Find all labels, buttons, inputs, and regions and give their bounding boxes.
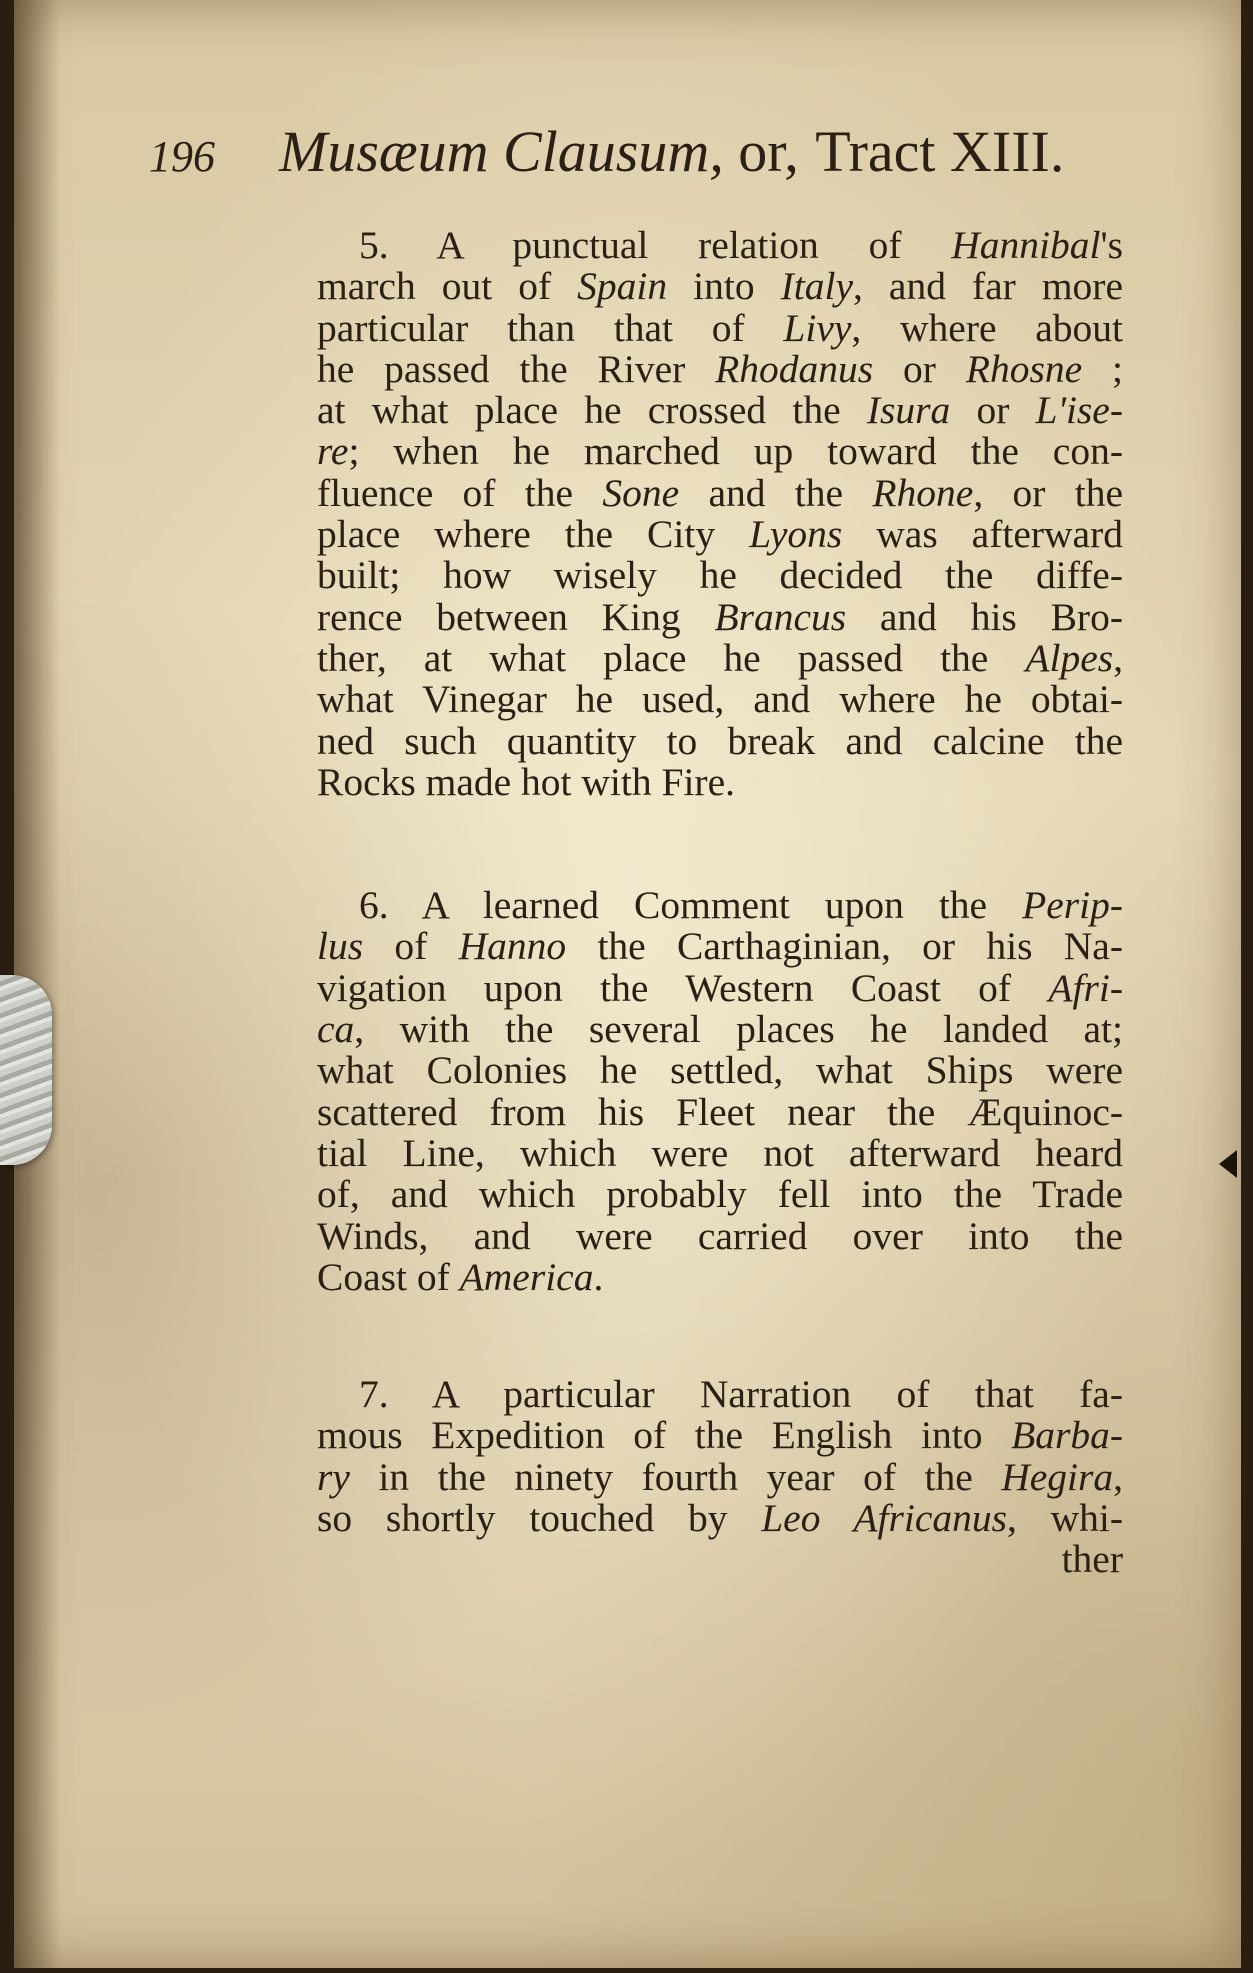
paragraph-7 xyxy=(317,1374,1123,1539)
text-line xyxy=(317,1498,1123,1539)
text-line xyxy=(317,555,1123,596)
text-line xyxy=(317,1415,1123,1456)
text-line xyxy=(317,514,1123,555)
text-run: the Carthaginian, or his Na- xyxy=(566,924,1123,969)
text-line xyxy=(317,1213,1123,1258)
paragraph-gap xyxy=(317,803,1123,885)
text-run: what Vinegar he used, and where he obtai- xyxy=(317,677,1123,722)
italic-term: Livy xyxy=(783,305,852,350)
text-line xyxy=(317,1130,1123,1175)
text-run: of xyxy=(363,924,459,969)
paragraph-5 xyxy=(317,225,1123,803)
italic-term: Sone xyxy=(602,470,680,515)
italic-term: Rhone xyxy=(872,470,974,515)
bookmark-ribbon xyxy=(0,975,52,1165)
page-body xyxy=(317,225,1123,1581)
italic-term: Perip- xyxy=(1022,883,1123,928)
text-run: march out of xyxy=(317,264,578,309)
italic-term: America xyxy=(459,1254,594,1299)
italic-term: ry xyxy=(317,1454,350,1499)
catchword: ther xyxy=(1061,1537,1123,1582)
text-run: . xyxy=(593,1254,604,1299)
text-run: , or the xyxy=(973,470,1123,515)
text-run: , xyxy=(1113,635,1123,680)
italic-term: Hegira xyxy=(1001,1454,1114,1499)
running-head xyxy=(149,112,1139,192)
text-run: into xyxy=(667,264,781,309)
text-line xyxy=(317,431,1123,472)
italic-term: Italy xyxy=(780,264,854,309)
text-run: 6. A learned Comment upon the xyxy=(359,883,1023,928)
text-run: 7. A particular Narration of that fa- xyxy=(359,1372,1123,1417)
book-page xyxy=(14,0,1241,1968)
text-run: at what place he crossed the xyxy=(317,388,867,433)
text-run: 5. A punctual relation of xyxy=(359,223,952,267)
text-line xyxy=(317,594,1123,639)
text-line xyxy=(317,390,1123,431)
italic-term: Lyons xyxy=(749,512,843,557)
text-run: , xyxy=(1113,1454,1123,1499)
running-title: Musæum Clausum, xyxy=(279,119,724,184)
text-run: place where the City xyxy=(317,512,750,557)
tract-number: Tract XIII. xyxy=(815,119,1065,184)
text-line xyxy=(317,346,1124,391)
text-run: in the ninety fourth year of the xyxy=(349,1454,1002,1499)
text-run: , and far more xyxy=(853,264,1123,309)
text-line xyxy=(317,305,1124,350)
text-run: ; xyxy=(1082,346,1124,391)
italic-term: Rhosne xyxy=(965,346,1083,391)
text-line xyxy=(317,1254,1123,1299)
text-line xyxy=(317,926,1123,967)
text-run: or xyxy=(873,346,966,391)
text-run: ned such quantity to break and calcine the xyxy=(317,718,1123,763)
text-run: he passed the River xyxy=(317,346,716,391)
text-run: built; how wisely he decided the diffe- xyxy=(317,553,1123,598)
text-run: scattered from his Fleet near the Æquinoc- xyxy=(317,1089,1123,1134)
italic-term: ca xyxy=(317,1007,355,1052)
text-line xyxy=(317,266,1123,307)
text-line xyxy=(317,1454,1123,1499)
italic-term: re xyxy=(317,429,349,474)
text-run: Coast of xyxy=(317,1254,460,1299)
text-run: Winds, and were carried over into the xyxy=(317,1213,1123,1258)
text-line xyxy=(317,759,1123,804)
text-line xyxy=(317,1374,1123,1415)
text-run: Rocks made hot with Fire. xyxy=(317,759,735,804)
text-run: or xyxy=(950,388,1036,433)
text-run: and the xyxy=(679,470,873,515)
text-run: , whi- xyxy=(1007,1496,1124,1541)
italic-term: Brancus xyxy=(714,594,847,639)
text-run: , with the several places he landed at; xyxy=(354,1007,1123,1052)
text-run: , where about xyxy=(851,305,1124,350)
text-run: of, and which probably fell into the Trade xyxy=(317,1172,1123,1217)
italic-term: Barba- xyxy=(1011,1413,1123,1458)
italic-term: lus xyxy=(317,924,364,969)
paragraph-6 xyxy=(317,885,1123,1298)
text-run: tial Line, which were not afterward heard xyxy=(317,1130,1123,1175)
text-line xyxy=(317,1089,1123,1134)
italic-term: L'ise- xyxy=(1035,388,1123,433)
text-run: particular than that of xyxy=(317,305,784,350)
text-line xyxy=(317,1009,1123,1050)
italic-term: Isura xyxy=(866,388,951,433)
paragraph-gap xyxy=(317,1298,1123,1374)
italic-term: Hannibal xyxy=(951,223,1101,267)
text-run: ther, at what place he passed the xyxy=(317,635,1026,680)
italic-term: Spain xyxy=(577,264,668,309)
italic-term: Rhodanus xyxy=(715,346,874,391)
text-line xyxy=(317,679,1123,720)
text-run: what Colonies he settled, what Ships were xyxy=(317,1048,1123,1093)
italic-term: Leo Africanus xyxy=(761,1496,1008,1541)
text-line xyxy=(317,965,1123,1010)
text-run: ; when he marched up toward the con- xyxy=(348,429,1123,474)
text-run: mous Expedition of the English into xyxy=(317,1413,1012,1458)
text-run: fluence of the xyxy=(317,470,603,515)
italic-term: Alpes xyxy=(1025,635,1114,680)
text-run: rence between King xyxy=(317,594,715,639)
text-line xyxy=(317,1050,1123,1091)
text-run: vigation upon the Western Coast of xyxy=(317,965,1049,1010)
running-title-conjunction: or, xyxy=(723,119,814,184)
text-run: 's xyxy=(1100,223,1123,267)
italic-term: Afri- xyxy=(1048,965,1123,1010)
text-line xyxy=(317,1174,1123,1215)
text-line xyxy=(317,470,1123,515)
text-line xyxy=(317,718,1123,763)
page-number: 196 xyxy=(149,132,215,181)
text-line xyxy=(317,225,1123,266)
text-run: and his Bro- xyxy=(846,594,1123,639)
italic-term: Hanno xyxy=(458,924,567,969)
text-line xyxy=(317,885,1123,926)
page-edge-mark xyxy=(1219,1150,1237,1178)
text-run: so shortly touched by xyxy=(317,1496,762,1541)
text-line xyxy=(317,635,1123,680)
text-run: was afterward xyxy=(842,512,1123,557)
